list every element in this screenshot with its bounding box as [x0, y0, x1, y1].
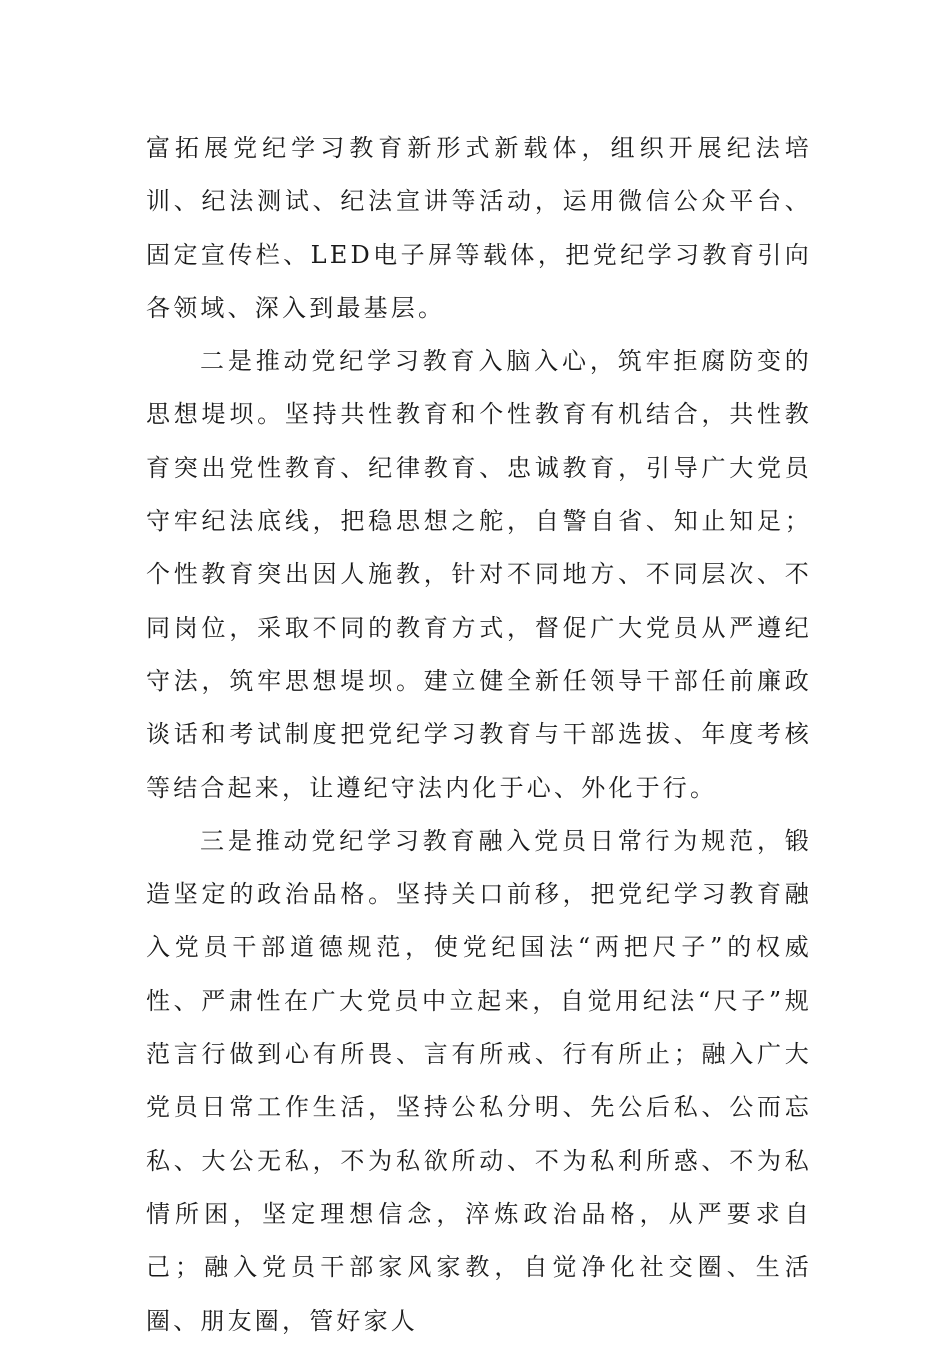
paragraph-point-two: 二是推动党纪学习教育入脑入心，筑牢拒腐防变的思想堤坝。坚持共性教育和个性教育有机结合，共性教育突出党性教育、纪律教育、忠诚教育，引导广大党员守牢纪法底线，把稳思想之舵，自警自省、知止知足；个性教育突出因人施教，针对不同地方、不同层次、不同岗位，采取不同的教育方式，督促广大党员从严遵纪守法，筑牢思想堤坝。建立健全新任领导干部任前廉政谈话和考试制度把党纪学习教育与干部选拔、年度考核等结合起来，让遵纪守法内化于心、外化于行。 — [146, 347, 812, 802]
paragraph-continued: 富拓展党纪学习教育新形式新载体，组织开展纪法培训、纪法测试、纪法宣讲等活动，运用微信公众平台、固定宣传栏、LED电子屏等载体，把党纪学习教育引向各领域、深入到最基层。 — [146, 134, 812, 322]
document-body — [146, 122, 812, 1348]
paragraph-point-three: 三是推动党纪学习教育融入党员日常行为规范，锻造坚定的政治品格。坚持关口前移，把党纪学习教育融入党员干部道德规范，使党纪国法“两把尺子”的权威性、严肃性在广大党员中立起来，自觉用纪法“尺子”规范言行做到心有所畏、言有所戒、行有所止；融入广大党员日常工作生活，坚持公私分明、先公后私、公而忘私、大公无私，不为私欲所动、不为私利所惑、不为私情所困，坚定理想信念，淬炼政治品格，从严要求自己；融入党员干部家风家教，自觉净化社交圈、生活圈、朋友圈，管好家人 — [146, 826, 812, 1335]
